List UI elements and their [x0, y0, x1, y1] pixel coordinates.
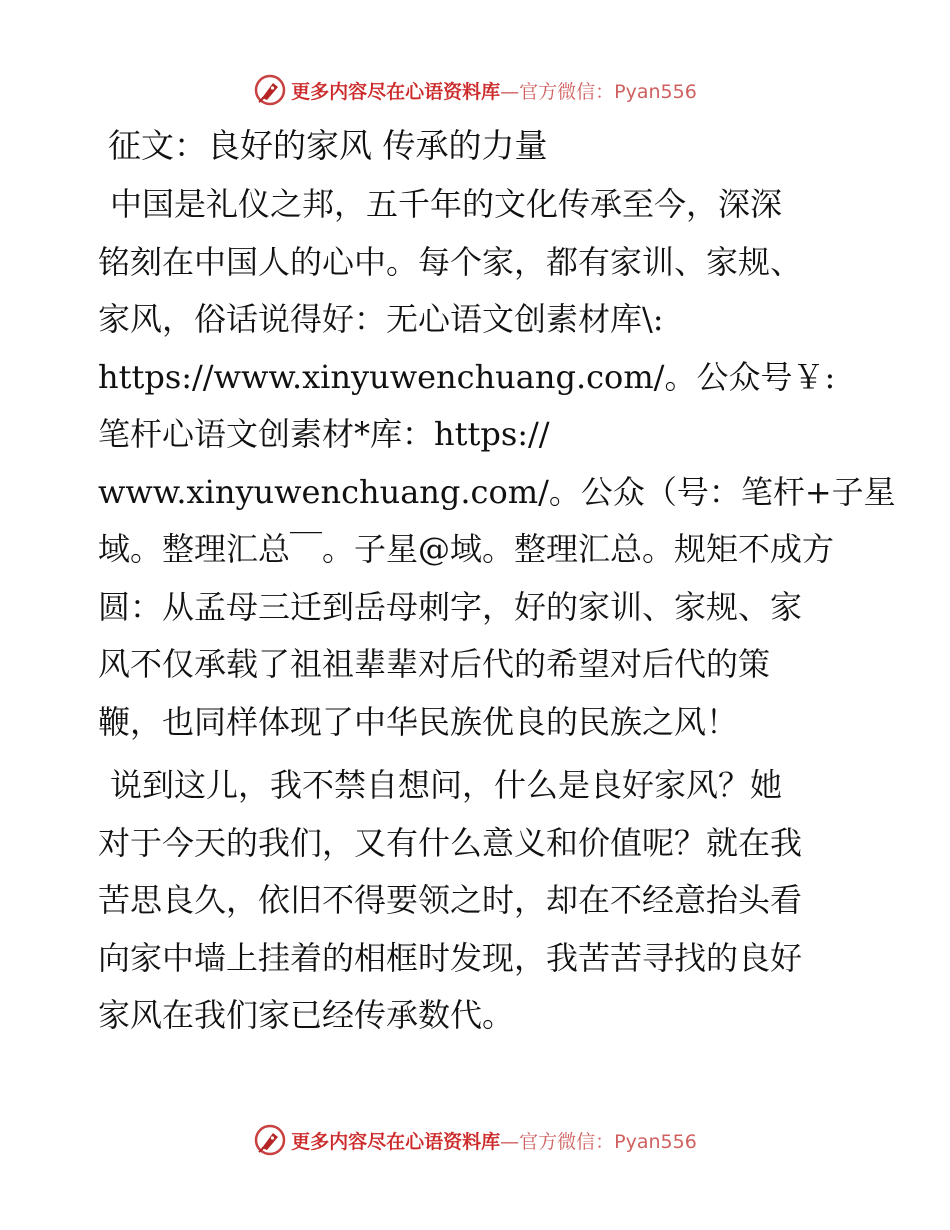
- paragraph-line: 鞭，也同样体现了中华民族优良的民族之风！: [98, 702, 739, 741]
- header-banner: [0, 70, 950, 110]
- paragraph-line: 域。整理汇总￣。子星@域。整理汇总。规矩不成方: [98, 530, 835, 568]
- paragraph-line: 苦思良久，依旧不得要领之时，却在不经意抬头看: [98, 881, 803, 919]
- document-title: 征文：良好的家风 传承的力量: [108, 126, 548, 165]
- pen-nib-logo-icon: [253, 73, 287, 107]
- footer-banner-text: 更多内容尽在心语资料库: [291, 1130, 501, 1153]
- paragraph-line: 说到这儿，我不禁自想问，什么是良好家风？她: [110, 766, 783, 804]
- paragraph-line: 家风，俗话说得好：无心语文创素材库\:: [98, 300, 664, 338]
- paragraph-line: 铭刻在中国人的心中。每个家，都有家训、家规、: [98, 242, 803, 281]
- paragraph-line: 家风在我们家已经传承数代。: [98, 996, 515, 1034]
- document-body: [98, 124, 896, 1051]
- paragraph-line: https://www.xinyuwenchuang.com/。公众号￥:: [98, 357, 836, 396]
- paragraph-line: 风不仅承载了祖祖辈辈对后代的希望对后代的策: [98, 645, 771, 683]
- footer-banner: [0, 1120, 950, 1160]
- paragraph-line: 对于今天的我们，又有什么意义和价值呢？就在我: [98, 823, 803, 862]
- paragraph-2: [98, 757, 858, 1045]
- header-banner-wechat: —官方微信：Pyan556: [500, 80, 697, 103]
- paragraph-1: [98, 176, 896, 751]
- paragraph-line: 笔杆心语文创素材*库：https://: [98, 415, 550, 453]
- paragraph-line: 圆：从孟母三迁到岳母刺字，好的家训、家规、家: [98, 587, 803, 626]
- footer-banner-wechat: —官方微信：Pyan556: [500, 1130, 697, 1153]
- pen-nib-logo-icon: [253, 1123, 287, 1157]
- paragraph-line: 向家中墙上挂着的相框时发现，我苦苦寻找的良好: [98, 938, 803, 977]
- paragraph-line: 中国是礼仪之邦，五千年的文化传承至今，深深: [110, 185, 783, 223]
- paragraph-line: www.xinyuwenchuang.com/。公众（号：笔杆+子星: [98, 472, 896, 511]
- header-banner-text: 更多内容尽在心语资料库: [291, 80, 501, 103]
